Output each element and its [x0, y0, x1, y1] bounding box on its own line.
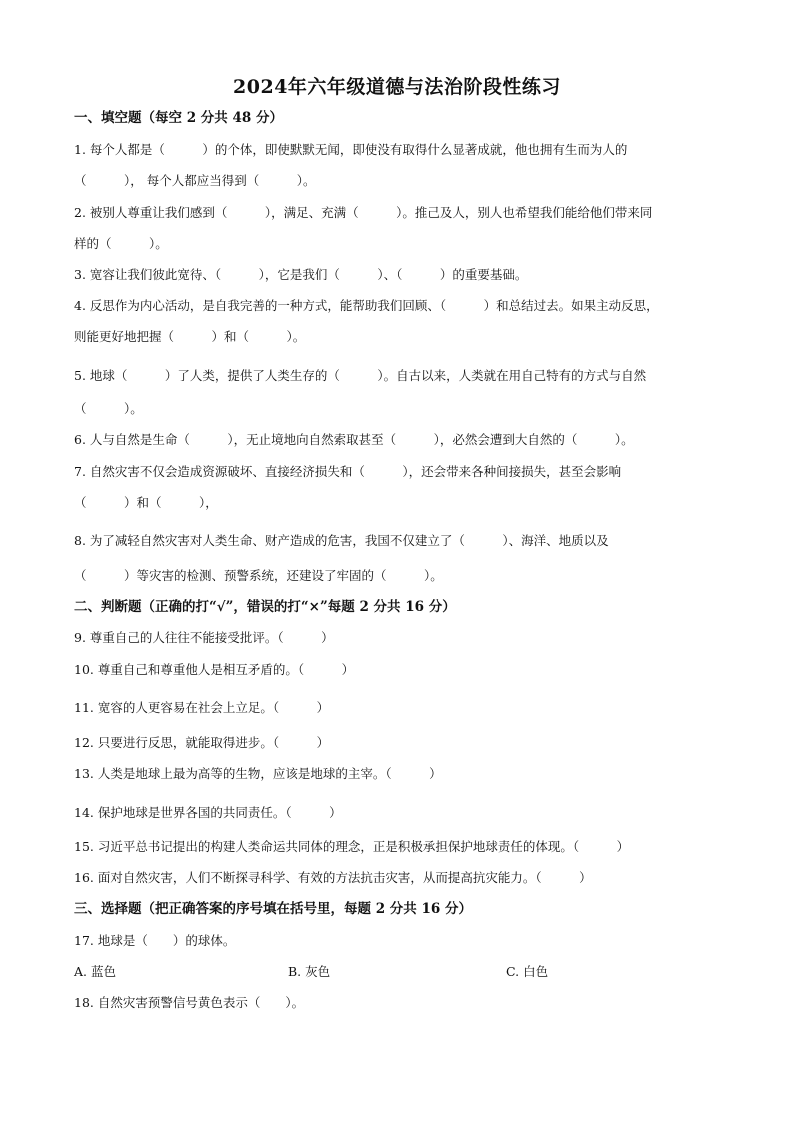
question-line: （ ）和（ ），: [74, 495, 218, 510]
question-line: 18. 自然灾害预警信号黄色表示（ ）。: [74, 995, 305, 1010]
question-line: 3. 宽容让我们彼此宽待、（ ），它是我们（ ）、（ ）的重要基础。: [74, 267, 528, 282]
question-line: （ ）。: [74, 401, 143, 416]
section-heading-multiple-choice: 三、选择题（把正确答案的序号填在括号里，每题 2 分共 16 分）: [74, 901, 472, 917]
question-line: 17. 地球是（ ）的球体。: [74, 933, 236, 948]
page-title: 2024年六年级道德与法治阶段性练习: [233, 76, 561, 98]
question-line: 2. 被别人尊重让我们感到（ ），满足、充满（ ）。推己及人，别人也希望我们能给他们带来同: [74, 205, 653, 220]
question-line: 7. 自然灾害不仅会造成资源破坏、直接经济损失和（ ），还会带来各种间接损失，甚至会影响: [74, 464, 622, 479]
question-line: 16. 面对自然灾害，人们不断探寻科学、有效的方法抗击灾害，从而提高抗灾能力。（ ）: [74, 870, 592, 885]
question-line: 5. 地球（ ）了人类，提供了人类生存的（ ）。自古以来，人类就在用自己特有的方式与自然: [74, 368, 647, 383]
section-heading-fill-blank: 一、填空题（每空 2 分共 48 分）: [74, 110, 283, 126]
question-line: 14. 保护地球是世界各国的共同责任。（ ）: [74, 805, 342, 820]
question-line: 4. 反思作为内心活动，是自我完善的一种方式，能帮助我们回顾、（ ）和总结过去。如果主动反思，: [74, 298, 659, 313]
question-line: 则能更好地把握（ ）和（ ）。: [74, 329, 306, 344]
question-line: 12. 只要进行反思，就能取得进步。（ ）: [74, 735, 330, 750]
question-line: 13. 人类是地球上最为高等的生物，应该是地球的主宰。（ ）: [74, 766, 442, 781]
question-line: 1. 每个人都是（ ）的个体，即使默默无闻，即使没有取得什么显著成就，他也拥有生而为人的: [74, 142, 628, 157]
question-line: 9. 尊重自己的人往往不能接受批评。（ ）: [74, 630, 334, 645]
question-line: 8. 为了减轻自然灾害对人类生命、财产造成的危害，我国不仅建立了（ ）、海洋、地质以及: [74, 533, 609, 548]
question-line: 10. 尊重自己和尊重他人是相互矛盾的。（ ）: [74, 662, 355, 677]
question-line: （ ）等灾害的检测、预警系统，还建设了牢固的（ ）。: [74, 568, 443, 583]
choice-option-b: B. 灰色: [288, 964, 331, 979]
question-line: （ ）， 每个人都应当得到（ ）。: [74, 173, 316, 188]
question-line: 样的（ ）。: [74, 236, 168, 251]
question-line: 6. 人与自然是生命（ ），无止境地向自然索取甚至（ ），必然会遭到大自然的（ ）。: [74, 432, 634, 447]
question-line: 11. 宽容的人更容易在社会上立足。（ ）: [74, 700, 330, 715]
question-line: 15. 习近平总书记提出的构建人类命运共同体的理念，正是积极承担保护地球责任的体现。（ ）: [74, 839, 630, 854]
choice-option-c: C. 白色: [506, 964, 549, 979]
choice-option-a: A. 蓝色: [74, 964, 116, 979]
section-heading-true-false: 二、判断题（正确的打“√”，错误的打“×”每题 2 分共 16 分）: [74, 599, 456, 615]
